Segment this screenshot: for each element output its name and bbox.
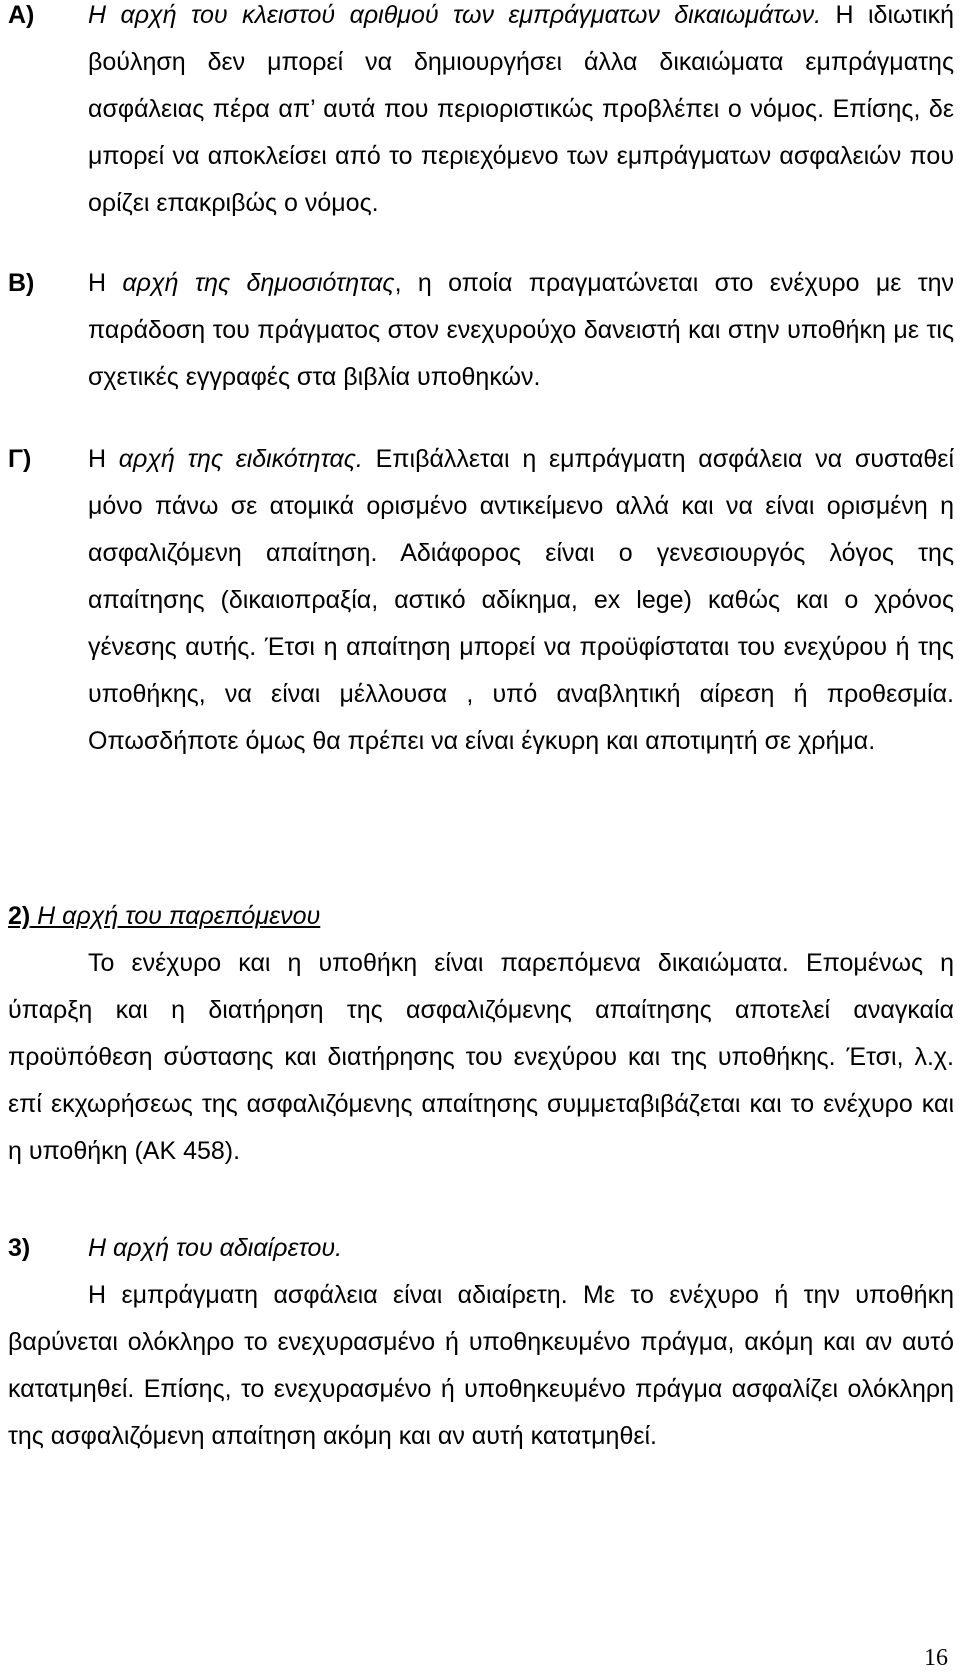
section-g-title: αρχή της ειδικότητας. (118, 445, 363, 473)
section-b-text: , η οποία πραγματώνεται στο ενέχυρο με την παράδοση του πράγματος στον ενεχυρούχο δανειστή και στην υποθήκη με τις σχετικές εγγραφές στα βιβλία υποθηκών. (88, 269, 954, 391)
section-a (0, 0, 960, 227)
section-2-heading (8, 893, 960, 940)
section-2-number: 2) (8, 902, 31, 930)
section-b-title: αρχή της δημοσιότητας (122, 269, 395, 297)
section-3-paragraph: Η εμπράγματη ασφάλεια είναι αδιαίρετη. Με το ενέχυρο ή την υποθήκη βαρύνεται ολόκληρο το ενεχυρασμένο ή υποθηκευμένο πράγμα, ακόμη και αν αυτό κατατμηθεί. Επίσης, το ενεχυρασμένο ή υποθηκευμένο πράγμα ασφαλίζει ολόκληρη της ασφαλιζόμενη απαίτηση ακόμη και αν αυτή κατατμηθεί. (8, 1281, 954, 1450)
section-a-text: Η ιδιωτική βούληση δεν μπορεί να δημιουργήσει άλλα δικαιώματα εμπράγματης ασφάλειας πέρα απ’ αυτά που περιοριστικώς προβλέπει ο νόμος. Επίσης, δε μπορεί να αποκλείσει από το περιεχόμενο των εμπράγματων ασφαλειών που ορίζει επακριβώς ο νόμος. (88, 1, 955, 217)
section-2 (0, 893, 960, 1175)
page-number: 16 (924, 1645, 948, 1671)
section-2-title: Η αρχή του παρεπόμενου (30, 902, 321, 930)
section-g-marker: Γ) (8, 445, 32, 473)
section-g-paragraph (88, 436, 954, 765)
section-g-title-prefix: Η (88, 445, 119, 473)
section-3-title: Η αρχή του αδιαίρετου. (88, 1234, 343, 1262)
section-b-paragraph (88, 260, 954, 401)
section-2-paragraph: Το ενέχυρο και η υποθήκη είναι παρεπόμενα δικαιώματα. Επομένως η ύπαρξη και η διατήρηση της ασφαλιζόμενης απαίτησης αποτελεί αναγκαία προϋπόθεση σύστασης και διατήρησης του ενεχύρου και της υποθήκης. Έτσι, λ.χ. επί εκχωρήσεως της ασφαλιζόμενης απαίτησης συμμεταβιβάζεται και το ενέχυρο και η υποθήκη (ΑΚ 458). (8, 949, 954, 1165)
section-a-title: Η αρχή του κλειστού αριθμού των εμπράγματων δικαιωμάτων. (88, 1, 822, 29)
section-3-heading (0, 1225, 960, 1272)
section-a-marker: A) (8, 1, 35, 29)
section-b-marker: B) (8, 269, 35, 297)
section-3 (0, 1225, 960, 1460)
section-3-number: 3) (8, 1234, 31, 1262)
section-b (0, 260, 960, 401)
section-g-text: Επιβάλλεται η εμπράγματη ασφάλεια να συσταθεί μόνο πάνω σε ατομικά ορισμένο αντικείμενο αλλά και να είναι ορισμένη η ασφαλιζόμενη απαίτηση. Αδιάφορος είναι ο γενεσιουργός λόγος της απαίτησης (δικαιοπραξία, αστικό αδίκημα, ex lege) καθώς και ο χρόνος γένεσης αυτής. Έτσι η απαίτηση μπορεί να προϋφίσταται του ενεχύρου ή της υποθήκης, να είναι μέλλουσα , υπό αναβλητική αίρεση ή προθεσμία. Οπωσδήποτε όμως θα πρέπει να είναι έγκυρη και αποτιμητή σε χρήμα. (88, 445, 955, 755)
section-b-title-prefix: Η (88, 269, 123, 297)
section-g (0, 436, 960, 765)
section-a-paragraph (88, 0, 954, 227)
